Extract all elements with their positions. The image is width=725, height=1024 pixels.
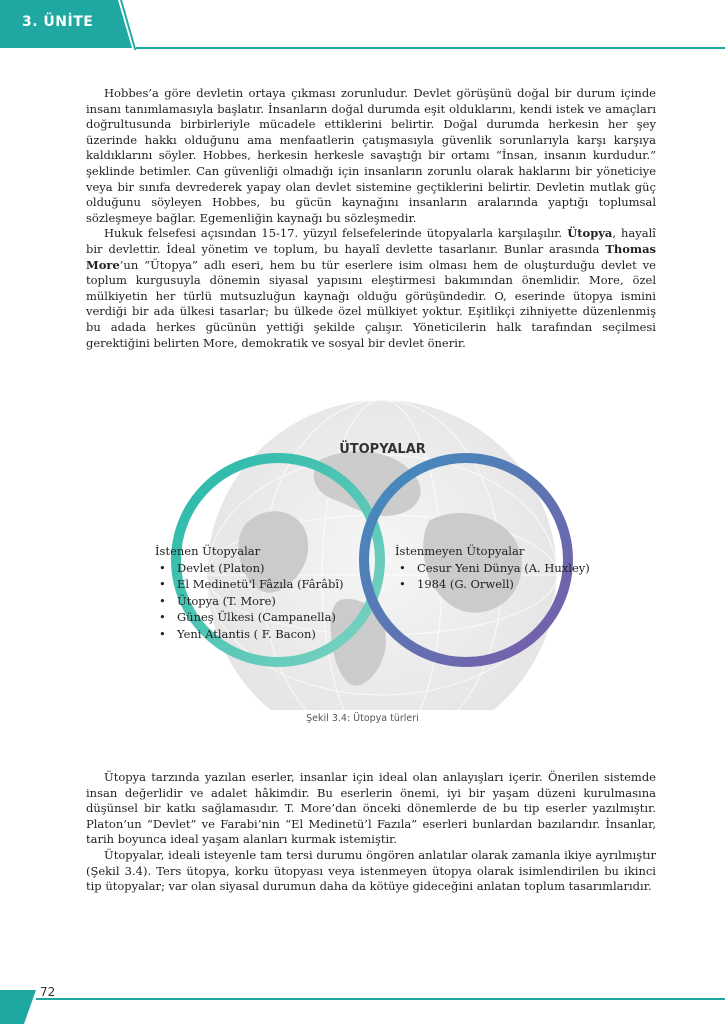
text-run: Hukuk felsefesi açısından 15-17. yüzyıl felsefelerinde ütopyalarla karşılaşılır. xyxy=(104,226,568,241)
dystopias-heading: İstenmeyen Ütopyalar xyxy=(395,544,525,558)
text-run: , hayalî bir devlettir. İdeal yönetim ve toplum, bu hayalî devlette tasarlanır. Bunlar arasında xyxy=(86,226,656,256)
paragraph-utopia-works xyxy=(86,770,656,848)
list-item: • Cesur Yeni Dünya (A. Huxley) xyxy=(395,560,590,577)
desired-utopias-heading: İstenen Ütopyalar xyxy=(155,544,261,558)
footer-tab xyxy=(0,990,36,1024)
unit-label: 3. ÜNİTE xyxy=(22,14,94,30)
paragraph-utopia xyxy=(86,226,656,351)
dystopias-list xyxy=(395,543,590,593)
list-item: • 1984 (G. Orwell) xyxy=(395,576,590,593)
figure-caption: Şekil 3.4: Ütopya türleri xyxy=(306,713,419,724)
text-run: Ütopyalar, ideali isteyenle tam tersi durumu öngören anlatılar olarak zamanla ikiye ayrılmıştır (Şekil 3.4). Ters ütopya, korku ütopyası veya istenmeyen ütopya olarak isimlendirilen bu ikinci tip ütopyalar; var olan siyasal durumun daha da kötüye gideceğini anlatan toplum tasarımlarıdır. xyxy=(86,847,656,894)
top-text xyxy=(86,86,656,351)
desired-utopias-list xyxy=(155,543,344,642)
bold-term: Ütopya xyxy=(567,226,613,241)
list-item: • Ütopya (T. More) xyxy=(155,593,344,610)
page-number: 72 xyxy=(40,985,56,999)
header-rule xyxy=(136,47,725,49)
list-item: • El Medinetü'l Fâzıla (Fârâbî) xyxy=(155,576,344,593)
text-run: Hobbes’a göre devletin ortaya çıkması zorunludur. Devlet görüşünü doğal bir durum içinde insanı tanımlamasıyla başlatır. İnsanların doğal durumda eşit olduklarını, kendi istek ve amaçları doğrultusunda birbirleriyle mücadele ettiklerini belirtir. Doğal durumda herkesin her şey üzerinde hakkı olduğunu ama menfaatlerin çatışmasıyla güvenlik sorunlarıyla karşı karşıya kaldıklarını söyler. Hobbes, herkesin herkesle savaştığı bir ortamı “İnsan, insanın kurdudur.” şeklinde betimler. Can güvenliği olmadığı için insanların zorunlu olarak haklarını bir yöneticiye veya bir sınıfa devrederek yapay olan devlet sistemine geçtiklerini belirtir. Devletin mutlak güç olduğunu söyleyen Hobbes, bu gücün kaynağını insanların aralarında yaptığı toplumsal sözleşmeye bağlar. Egemenliğin kaynağı bu sözleşmedir. xyxy=(86,86,656,225)
text-run: Ütopya tarzında yazılan eserler, insanlar için ideal olan anlayışları içerir. Önerilen sistemde insan değerlidir ve adalet hâkimdir. Bu eserlerin önemi, iyi bir yaşam düzeni kurulmasına düşünsel bir katkı sağlamasıdır. T. More’dan önceki dönemlerde de bu tip eserler yazılmıştır. Platon’un “Devlet” ve Farabi’nin “El Medinetü’l Fazıla” eserleri bunlardan bazılarıdır. İnsanlar, tarih boyunca ideal yaşam alanları kurmak istemiştir. xyxy=(86,770,656,847)
paragraph-hobbes xyxy=(86,86,656,226)
list-item: • Güneş Ülkesi (Campanella) xyxy=(155,609,344,626)
bold-term: Thomas More xyxy=(86,241,656,272)
list-item: • Devlet (Platon) xyxy=(155,560,344,577)
paragraph-utopia-types xyxy=(86,848,656,895)
utopia-diagram xyxy=(130,400,635,710)
list-item: • Yeni Atlantis ( F. Bacon) xyxy=(155,626,344,643)
diagram-title: ÜTOPYALAR xyxy=(339,442,426,457)
footer-rule xyxy=(36,998,725,1000)
bottom-text xyxy=(86,770,656,895)
text-run: ’un “Ütopya” adlı eseri, hem bu tür eserlere isim olması hem de oluşturduğu devlet ve toplum kurgusuyla dönemin siyasal yapısını eleştirmesi bakımından önemlidir. More, özel mülkiyetin her türlü mutsuzluğun kaynağı olduğu görüşündedir. O, eserinde ütopya ismini verdiği bir ada ülkesi tasarlar; bu ülkede özel mülkiyet yoktur. Eşitlikçi zihniyette düzenlenmiş bu adada herkes gücünün yettiği şekilde çalışır. Yöneticilerin halk tarafından seçilmesi gerektiğini belirten More, demokratik ve sosyal bir devlet önerir. xyxy=(86,257,656,350)
